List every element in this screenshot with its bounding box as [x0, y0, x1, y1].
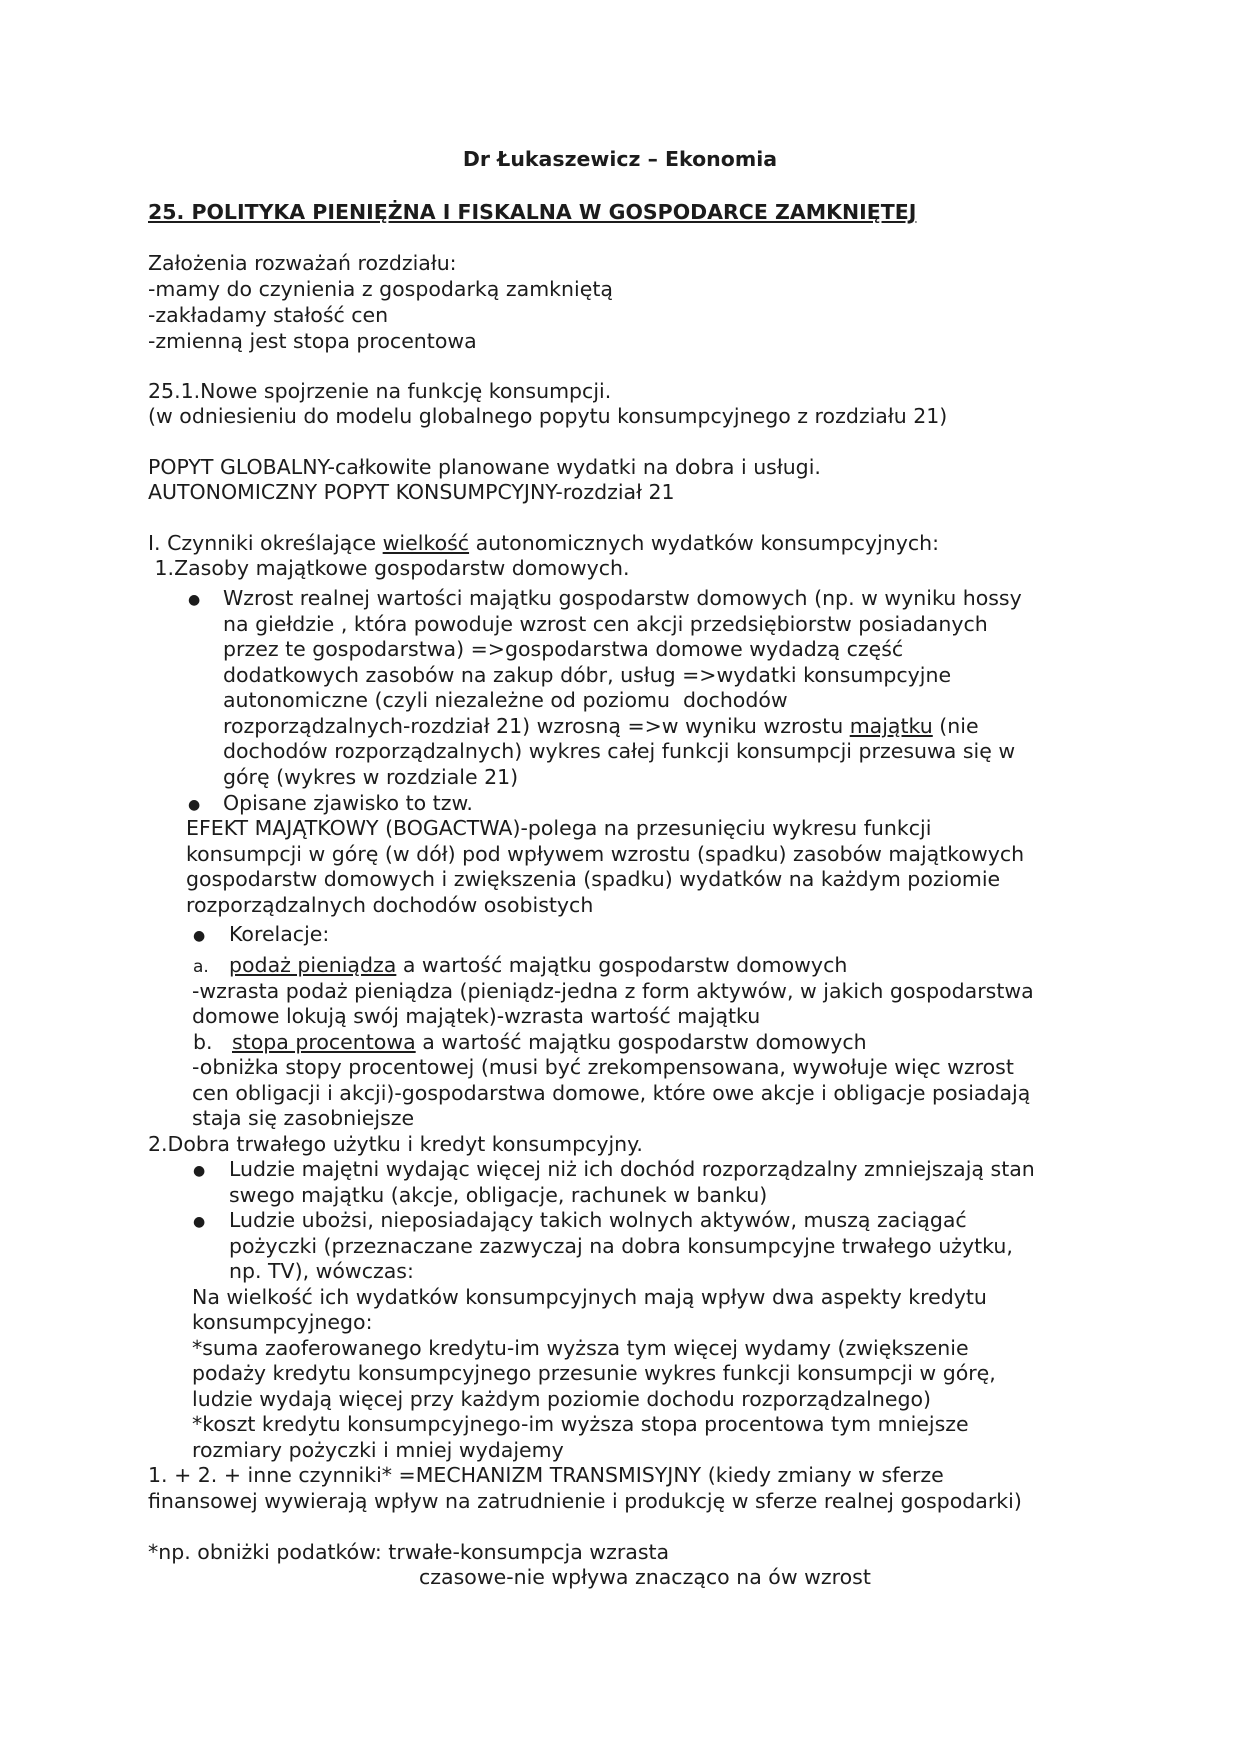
correlation-line: staja się zasobniejsze: [192, 1106, 415, 1130]
factors-heading: [148, 531, 939, 557]
list-marker-a: a.: [193, 957, 209, 977]
intro-line: -zakładamy stałość cen: [148, 303, 389, 327]
chapter-heading: 25. POLITYKA PIENIĘŻNA I FISKALNA W GOSPODARCE ZAMKNIĘTEJ: [148, 200, 917, 224]
money-supply-term: podaż pieniądza: [229, 953, 397, 977]
correlation-line: cen obligacji i akcji)-gospodarstwa domowe, które owe akcje i obligacje posiadają: [192, 1081, 1031, 1105]
bullet-dot: ●: [188, 592, 201, 608]
bullet-line: np. TV), wówczas:: [229, 1259, 414, 1283]
bullet-line: Wzrost realnej wartości majątku gospodarstw domowych (np. w wyniku hossy: [223, 586, 1022, 610]
point-2-title: 2.Dobra trwałego użytku i kredyt konsumpcyjny.: [148, 1132, 643, 1156]
definition-line: AUTONOMICZNY POPYT KONSUMPCYJNY-rozdział 21: [148, 480, 675, 504]
section-subtitle: (w odniesieniu do modelu globalnego popytu konsumpcyjnego z rozdziału 21): [148, 404, 948, 428]
mechanism-line: 1. + 2. + inne czynniki* =MECHANIZM TRANSMISYJNY (kiedy zmiany w sferze: [148, 1463, 944, 1487]
mechanism-line: finansowej wywierają wpływ na zatrudnienie i produkcję w sferze realnej gospodarki): [148, 1489, 1022, 1513]
bullet-line: na giełdzie , która powoduje wzrost cen akcji przedsiębiorstw posiadanych: [223, 612, 988, 636]
bullet-line: dochodów rozporządzalnych) wykres całej funkcji konsumpcji przesuwa się w: [223, 739, 1016, 763]
bullet-line: Opisane zjawisko to tzw.: [223, 791, 473, 815]
bullet-line: przez te gospodarstwa) =>gospodarstwa domowe wydadzą część: [223, 637, 904, 661]
factors-suffix: autonomicznych wydatków konsumpcyjnych:: [469, 531, 940, 555]
effect-definition: konsumpcji w górę (w dół) pod wpływem wzrostu (spadku) zasobów majątkowych: [186, 842, 1025, 866]
bullet-line: dodatkowych zasobów na zakup dóbr, usług =>wydatki konsumpcyjne: [223, 663, 952, 687]
credit-line: podaży kredytu konsumpcyjnego przesunie wykres funkcji konsumpcji w górę,: [192, 1361, 996, 1385]
bullet-line: [223, 714, 979, 740]
factors-prefix: I. Czynniki określające: [148, 531, 383, 555]
credit-line: *suma zaoferowanego kredytu-im wyższa tym więcej wydamy (zwiększenie: [192, 1336, 969, 1360]
bullet-line: autonomiczne (czyli niezależne od poziomu dochodów: [223, 688, 788, 712]
definition-line: POPYT GLOBALNY-całkowite planowane wydatki na dobra i usługi.: [148, 455, 821, 479]
section-title: 25.1.Nowe spojrzenie na funkcję konsumpcji.: [148, 379, 612, 403]
intro-line: -mamy do czynienia z gospodarką zamkniętą: [148, 277, 613, 301]
correlation-line: -obniżka stopy procentowej (musi być zrekompensowana, wywołuje więc wzrost: [192, 1055, 1014, 1079]
point-1-title: 1.Zasoby majątkowe gospodarstw domowych.: [148, 556, 630, 580]
bullet-line-tail: (nie: [932, 714, 979, 738]
bullet-line: Ludzie ubożsi, nieposiadający takich wolnych aktywów, muszą zaciągać: [229, 1208, 967, 1232]
bullet-line: Korelacje:: [229, 922, 330, 946]
interest-rate-term: stopa procentowa: [232, 1030, 416, 1054]
effect-definition: gospodarstw domowych i zwiększenia (spadku) wydatków na każdym poziomie: [186, 867, 1001, 891]
footnote-line: czasowe-nie wpływa znacząco na ów wzrost: [419, 1565, 871, 1589]
intro-line: -zmienną jest stopa procentowa: [148, 329, 477, 353]
bullet-line-text: rozporządzalnych-rozdział 21) wzrosną =>w wyniku wzrostu: [223, 714, 850, 738]
bullet-dot: ●: [193, 1214, 206, 1230]
intro-line: Założenia rozważań rozdziału:: [148, 251, 457, 275]
correlation-a-title: [229, 953, 847, 979]
correlation-b-title: [232, 1030, 867, 1056]
bullet-line: górę (wykres w rozdziale 21): [223, 765, 519, 789]
bullet-dot: ●: [193, 1163, 206, 1179]
credit-line: rozmiary pożyczki i mniej wydajemy: [192, 1438, 564, 1462]
effect-definition: rozporządzalnych dochodów osobistych: [186, 893, 594, 917]
credit-line: Na wielkość ich wydatków konsumpcyjnych mają wpływ dwa aspekty kredytu: [192, 1285, 987, 1309]
effect-definition: EFEKT MAJĄTKOWY (BOGACTWA)-polega na przesunięciu wykresu funkcji: [186, 816, 932, 840]
bullet-dot: ●: [193, 928, 206, 944]
list-marker-b: b.: [193, 1030, 213, 1054]
footnote-line: *np. obniżki podatków: trwałe-konsumpcja wzrasta: [148, 1540, 670, 1564]
factors-underlined: wielkość: [382, 531, 470, 555]
credit-line: *koszt kredytu konsumpcyjnego-im wyższa stopa procentowa tym mniejsze: [192, 1412, 969, 1436]
bullet-underlined-word: majątku: [849, 714, 933, 738]
document-header: Dr Łukaszewicz – Ekonomia: [462, 147, 778, 171]
credit-line: konsumpcyjnego:: [192, 1310, 373, 1334]
correlation-a-suffix: a wartość majątku gospodarstw domowych: [396, 953, 848, 977]
correlation-b-suffix: a wartość majątku gospodarstw domowych: [415, 1030, 867, 1054]
credit-line: ludzie wydają więcej przy każdym poziomie dochodu rozporządzalnego): [192, 1387, 932, 1411]
bullet-line: pożyczki (przeznaczane zazwyczaj na dobra konsumpcyjne trwałego użytku,: [229, 1234, 1013, 1258]
bullet-line: swego majątku (akcje, obligacje, rachunek w banku): [229, 1183, 768, 1207]
bullet-dot: ●: [188, 797, 201, 813]
correlation-line: domowe lokują swój majątek)-wzrasta wartość majątku: [192, 1004, 761, 1028]
bullet-line: Ludzie majętni wydając więcej niż ich dochód rozporządzalny zmniejszają stan: [229, 1157, 1035, 1181]
correlation-line: -wzrasta podaż pieniądza (pieniądz-jedna z form aktywów, w jakich gospodarstwa: [192, 979, 1034, 1003]
